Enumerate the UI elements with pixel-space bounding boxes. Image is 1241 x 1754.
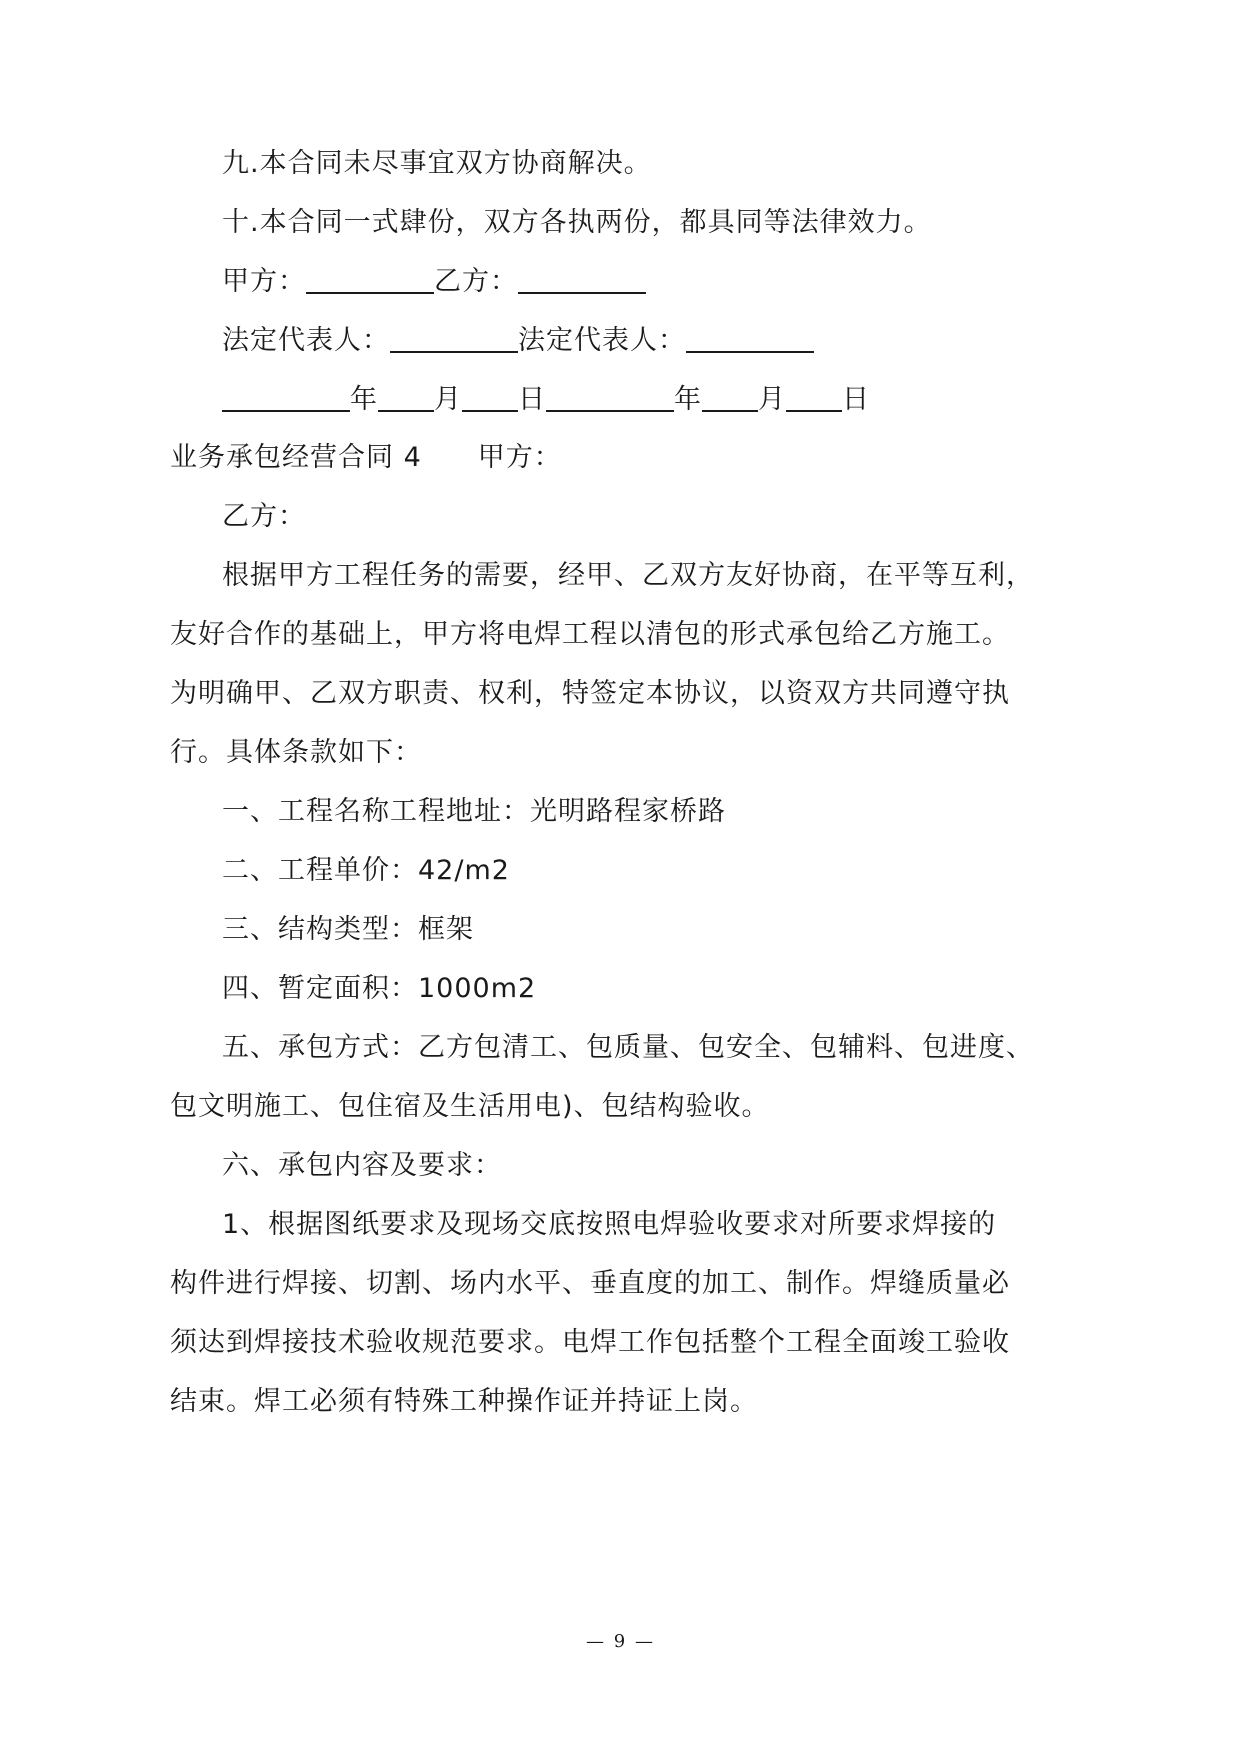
date-a-day-label: 日 — [518, 384, 546, 415]
contract-4-party-a: 甲方： — [477, 442, 562, 473]
requirement-1-line-2: 构件进行焊接、切割、场内水平、垂直度的加工、制作。焊缝质量必 — [170, 1268, 1010, 1299]
signature-representative-line — [222, 323, 814, 359]
item-1-project-name: 一、工程名称工程地址：光明路程家桥路 — [222, 796, 726, 827]
item-2-unit-price: 二、工程单价：42/m2 — [222, 855, 510, 886]
date-a-day-blank — [462, 384, 518, 412]
date-b-month-blank — [702, 384, 758, 412]
clause-10: 十.本合同一式肆份，双方各执两份，都具同等法律效力。 — [222, 207, 932, 238]
item-4-area: 四、暂定面积：1000m2 — [222, 973, 537, 1004]
intro-paragraph-line-2: 友好合作的基础上，甲方将电焊工程以清包的形式承包给乙方施工。 — [170, 619, 1010, 650]
rep-b-label: 法定代表人： — [518, 325, 686, 356]
item-5-line-1: 五、承包方式：乙方包清工、包质量、包安全、包辅料、包进度、 — [222, 1032, 1034, 1063]
contract-4-title: 业务承包经营合同 4 — [170, 442, 422, 473]
party-b-label: 乙方： — [434, 266, 518, 297]
rep-b-blank — [686, 325, 814, 353]
intro-paragraph-line-3: 为明确甲、乙双方职责、权利，特签定本协议，以资双方共同遵守执 — [170, 678, 1010, 709]
rep-a-label: 法定代表人： — [222, 325, 390, 356]
date-a-month-label: 月 — [434, 384, 462, 415]
page-number: — 9 — — [586, 1631, 655, 1652]
item-5-line-2: 包文明施工、包住宿及生活用电)、包结构验收。 — [170, 1091, 770, 1122]
clause-9: 九.本合同未尽事宜双方协商解决。 — [222, 148, 652, 179]
date-b-day-label: 日 — [842, 384, 870, 415]
party-a-blank — [306, 266, 434, 294]
signature-party-line — [222, 264, 646, 300]
rep-a-blank — [390, 325, 518, 353]
date-a-year-blank — [222, 384, 350, 412]
party-a-label: 甲方： — [222, 266, 306, 297]
signature-date-line — [222, 382, 870, 418]
party-b-line: 乙方： — [222, 501, 306, 532]
requirement-1-line-1: 1、根据图纸要求及现场交底按照电焊验收要求对所要求焊接的 — [222, 1209, 997, 1240]
party-b-blank — [518, 266, 646, 294]
item-6-heading: 六、承包内容及要求： — [222, 1150, 502, 1181]
date-a-year-label: 年 — [350, 384, 378, 415]
date-b-day-blank — [786, 384, 842, 412]
date-a-month-blank — [378, 384, 434, 412]
date-b-year-label: 年 — [674, 384, 702, 415]
intro-paragraph-line-1: 根据甲方工程任务的需要，经甲、乙双方友好协商，在平等互利， — [222, 560, 1034, 591]
date-b-month-label: 月 — [758, 384, 786, 415]
requirement-1-line-3: 须达到焊接技术验收规范要求。电焊工作包括整个工程全面竣工验收 — [170, 1327, 1010, 1358]
contract-4-heading-line — [170, 440, 562, 476]
item-3-structure-type: 三、结构类型：框架 — [222, 914, 474, 945]
requirement-1-line-4: 结束。焊工必须有特殊工种操作证并持证上岗。 — [170, 1386, 758, 1417]
intro-paragraph-line-4: 行。具体条款如下： — [170, 737, 422, 768]
date-b-year-blank — [546, 384, 674, 412]
